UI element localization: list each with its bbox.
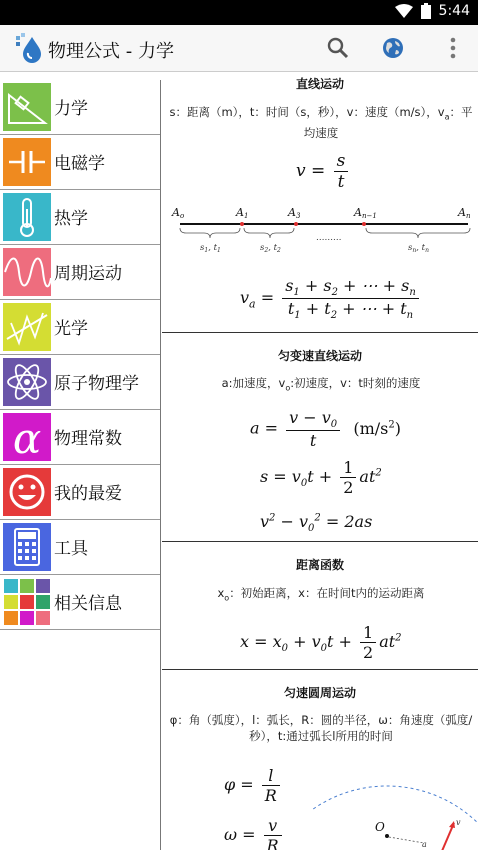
formula-angular-velocity: ω = $\frac{v}{R}$ [224, 816, 285, 850]
formula-displacement: $s = v_0t$ + $\frac{1}{2}$ $at^2$ [260, 458, 382, 497]
calculator-icon [3, 523, 51, 571]
svg-text:An: An [458, 206, 471, 220]
battery-icon [421, 3, 431, 19]
sidebar-item-label: 我的最爱 [54, 484, 122, 504]
circular-motion-diagram [312, 751, 478, 850]
svg-text:O: O [375, 820, 385, 834]
app-bar [0, 25, 478, 72]
section-divider [162, 541, 478, 542]
smiley-icon [3, 468, 51, 516]
sidebar-item-electromagnetism[interactable] [0, 135, 160, 190]
sidebar-item-label: 原子物理学 [54, 374, 139, 394]
sidebar-item-optics[interactable] [0, 300, 160, 355]
svg-text:a: a [422, 840, 427, 849]
svg-text:A3: A3 [288, 206, 301, 220]
atom-icon [3, 358, 51, 406]
sine-wave-icon [3, 248, 51, 296]
section-description: s：距离（m），t：时间（s，秒），v：速度（m/s），$v_a$：平均速度 [169, 105, 473, 141]
formula-velocity-squared: $v^2 - v_0^2 = 2as$ [260, 512, 373, 535]
section-title: 匀变速直线运动 [277, 349, 362, 363]
formula-distance-function: $x = x_0 + v_0t$ + $\frac{1}{2}$ $at^2$ [240, 623, 402, 662]
globe-icon[interactable] [381, 36, 405, 60]
sidebar-item-periodic-motion[interactable] [0, 245, 160, 300]
formula-velocity: v = $\frac{s}{t}$ [296, 151, 351, 192]
alpha-icon [3, 413, 51, 461]
wifi-icon [395, 4, 413, 18]
svg-text:v: v [456, 818, 461, 827]
app-grid-icon [3, 578, 51, 626]
sidebar-item-atomic-physics[interactable] [0, 355, 160, 410]
sidebar-item-label: 力学 [54, 99, 88, 119]
search-icon[interactable] [326, 36, 350, 60]
formula-angle: φ = $\frac{l}{R}$ [224, 766, 283, 805]
sidebar [0, 80, 161, 850]
section-divider [162, 669, 478, 670]
sidebar-item-label: 光学 [54, 319, 88, 339]
sidebar-item-tools[interactable] [0, 520, 160, 575]
status-bar [0, 0, 478, 25]
light-wave-icon [3, 303, 51, 351]
section-title: 距离函数 [295, 558, 344, 572]
app-logo-icon [14, 33, 42, 63]
svg-text:s1, t1: $s_1$, $t_1$ [200, 243, 221, 254]
thermometer-icon [3, 193, 51, 241]
svg-text:sn, tn: $s_n$, $t_n$ [408, 243, 429, 254]
sidebar-item-label: 相关信息 [54, 594, 122, 614]
sidebar-item-thermodynamics[interactable] [0, 190, 160, 245]
section-title: 直线运动 [295, 77, 344, 91]
svg-text:Ao: Ao [172, 206, 185, 220]
formula-average-velocity: $v_a$ = $\frac{s_1 + s_2 + \cdots + s_n}{t_1 + t_2 + \cdots + t_n}$ [240, 276, 422, 321]
sidebar-item-label: 周期运动 [54, 264, 122, 284]
formula-content[interactable] [162, 71, 478, 850]
svg-text:α: α [12, 414, 42, 461]
overflow-menu-icon[interactable] [441, 36, 465, 60]
sidebar-item-label: 物理常数 [54, 429, 122, 449]
section-description: a:加速度，$v_o$:初速度，v：t时刻的速度 [221, 376, 421, 393]
sidebar-item-related-info[interactable] [0, 575, 160, 630]
formula-acceleration: a = $\frac{v - v_0}{t}$ $(m/s^2)$ [250, 408, 401, 451]
sidebar-item-label: 电磁学 [54, 154, 105, 174]
svg-text:An−1: An−1 [354, 206, 377, 220]
section-description: φ：角（弧度），l：弧长，R：圆的半径，ω：角速度（弧度/秒），t:通过弧长l所用的时间 [169, 713, 473, 743]
svg-text:A1: A1 [236, 206, 249, 220]
section-title: 匀速圆周运动 [283, 686, 356, 700]
section-description: $x_o$：初始距离，x：在时间t内的运动距离 [217, 586, 425, 603]
svg-text:s2, t2: $s_2$, $t_2$ [260, 243, 281, 254]
motion-segment-diagram [168, 204, 476, 259]
sidebar-item-physical-constants[interactable] [0, 410, 160, 465]
clock: 5:44 [438, 3, 470, 19]
svg-text:………: ……… [316, 233, 342, 243]
sidebar-item-label: 工具 [54, 539, 88, 559]
sidebar-item-mechanics[interactable] [0, 80, 160, 135]
section-divider [162, 332, 478, 333]
sidebar-item-favorites[interactable] [0, 465, 160, 520]
app-title: 物理公式 - 力学 [48, 41, 174, 62]
capacitor-icon [3, 138, 51, 186]
sidebar-item-label: 热学 [54, 209, 88, 229]
incline-icon [3, 83, 51, 131]
